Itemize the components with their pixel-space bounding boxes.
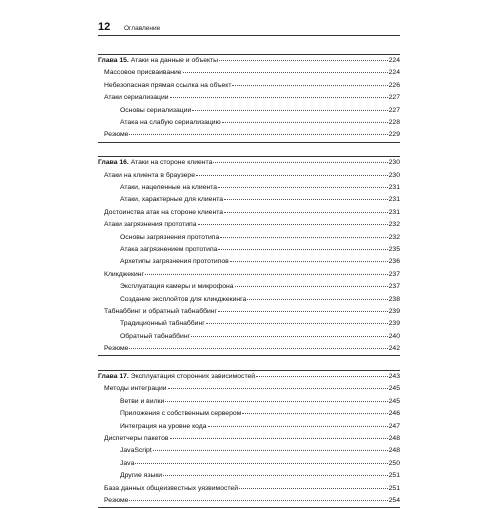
entry-title: Атаки загрязнения прототипа — [104, 221, 197, 229]
entry-title: Традиционный табнаббинг — [120, 320, 205, 328]
chapter-page-number: 230 — [388, 159, 400, 167]
dot-leader — [219, 59, 388, 61]
section-entry[interactable] — [98, 306, 400, 318]
entry-page-number: 254 — [388, 496, 400, 504]
entry-title: Основы сериализации — [120, 106, 192, 114]
subsection-entry[interactable] — [98, 294, 400, 306]
entry-title: Другие языки — [120, 472, 163, 480]
entry-page-number: 245 — [388, 385, 400, 393]
dot-leader — [224, 198, 388, 200]
subsection-entry[interactable] — [98, 396, 400, 408]
entry-title: Приложения с собственным сервером — [120, 410, 242, 418]
subsection-entry[interactable] — [98, 105, 400, 117]
entry-page-number: 246 — [388, 410, 400, 418]
chapter-title-text: Эксплуатация сторонних зависимостей — [130, 372, 256, 380]
dot-leader — [168, 387, 388, 389]
dot-leader — [170, 96, 388, 98]
entry-title: Ветви и вилки — [120, 397, 165, 405]
dot-leader — [135, 462, 387, 464]
entry-title: Диспетчеры пакетов — [104, 434, 169, 442]
entry-page-number: 229 — [388, 131, 400, 139]
entry-page-number: 236 — [388, 258, 400, 266]
dot-leader — [247, 298, 387, 300]
entry-title: Достоинства атак на стороне клиента — [104, 208, 224, 216]
entry-title: Кликджекинг — [104, 270, 144, 278]
entry-page-number: 230 — [388, 171, 400, 179]
dot-leader — [129, 133, 387, 135]
entry-page-number: 248 — [388, 434, 400, 442]
subsection-entry[interactable] — [98, 445, 400, 457]
chapter-heading[interactable] — [98, 370, 400, 383]
entry-page-number: 235 — [388, 245, 400, 253]
dot-leader — [183, 71, 388, 73]
subsection-entry[interactable] — [98, 256, 400, 268]
entry-title: Эксплуатация камеры и микрофона — [120, 283, 234, 291]
entry-title: База данных общеизвестных уязвимостей — [104, 484, 238, 492]
entry-page-number: 232 — [388, 221, 400, 229]
dot-leader — [218, 310, 388, 312]
dot-leader — [256, 375, 388, 377]
running-head — [98, 21, 400, 36]
dot-leader — [153, 449, 388, 451]
dot-leader — [220, 236, 387, 238]
section-entry[interactable] — [98, 383, 400, 395]
subsection-entry[interactable] — [98, 331, 400, 343]
dot-leader — [196, 174, 388, 176]
subsection-entry[interactable] — [98, 232, 400, 244]
dot-leader — [165, 400, 387, 402]
dot-leader — [145, 273, 388, 275]
dot-leader — [208, 425, 388, 427]
entry-page-number: 247 — [388, 422, 400, 430]
subsection-entry[interactable] — [98, 182, 400, 194]
section-entry[interactable] — [98, 495, 400, 508]
dot-leader — [192, 109, 387, 111]
dot-leader — [170, 437, 388, 439]
chapter-title-text: Атаки на данные и объекты — [130, 57, 219, 64]
subsection-entry[interactable] — [98, 281, 400, 293]
entry-page-number: 238 — [388, 295, 400, 303]
entry-page-number: 227 — [388, 106, 400, 114]
section-entry[interactable] — [98, 207, 400, 219]
chapter-title-text: Атаки на стороне клиента — [130, 159, 213, 167]
chapter-page-number: 243 — [388, 372, 400, 380]
subsection-entry[interactable] — [98, 318, 400, 330]
entry-page-number: 231 — [388, 196, 400, 204]
dot-leader — [242, 412, 387, 414]
entry-title: Резюме — [104, 131, 129, 139]
chapter-label: Глава 15. — [98, 57, 129, 64]
entry-title: Основы загрязнения прототипа — [120, 233, 220, 241]
section-entry[interactable] — [98, 269, 400, 281]
dot-leader — [235, 285, 388, 287]
dot-leader — [163, 474, 388, 476]
entry-title: Методы интеграции — [104, 385, 167, 393]
subsection-entry[interactable] — [98, 458, 400, 470]
running-head-title: Оглавление — [124, 25, 161, 32]
section-entry[interactable] — [98, 433, 400, 445]
entry-title: Создание эксплойтов для кликджекинга — [120, 295, 247, 303]
entry-page-number: 251 — [388, 472, 400, 480]
entry-title: Атака загрязнением прототипа — [120, 245, 218, 253]
entry-title: Обратный табнаббинг — [120, 332, 191, 340]
entry-page-number: 224 — [388, 69, 400, 77]
entry-page-number: 240 — [388, 332, 400, 340]
entry-title: Атаки сериализации — [104, 94, 169, 102]
entry-title: JavaScript — [120, 447, 152, 455]
entry-title: Java — [120, 459, 135, 467]
section-entry[interactable] — [98, 129, 400, 142]
entry-title: Атаки, характерные для клиента — [120, 196, 224, 204]
dot-leader — [222, 121, 388, 123]
chapter-block — [98, 370, 400, 508]
dot-leader — [213, 161, 387, 163]
entry-page-number: 250 — [388, 459, 400, 467]
section-entry[interactable] — [98, 80, 400, 92]
section-entry[interactable] — [98, 343, 400, 356]
table-of-contents — [98, 54, 400, 508]
entry-title: Резюме — [104, 345, 129, 353]
subsection-entry[interactable] — [98, 408, 400, 420]
section-entry[interactable] — [98, 92, 400, 104]
entry-page-number: 232 — [388, 233, 400, 241]
entry-page-number: 227 — [388, 94, 400, 102]
entry-title: Архетипы загрязнения прототипов — [120, 258, 229, 266]
entry-page-number: 226 — [388, 81, 400, 89]
dot-leader — [239, 487, 388, 489]
entry-page-number: 239 — [388, 307, 400, 315]
entry-page-number: 248 — [388, 447, 400, 455]
entry-title: Резюме — [104, 496, 129, 504]
entry-page-number: 231 — [388, 184, 400, 192]
entry-page-number: 239 — [388, 320, 400, 328]
entry-page-number: 245 — [388, 397, 400, 405]
chapter-title — [98, 157, 212, 169]
dot-leader — [230, 260, 388, 262]
subsection-entry[interactable] — [98, 117, 400, 129]
entry-title: Небезопасная прямая ссылка на объект — [104, 81, 232, 89]
dot-leader — [224, 211, 388, 213]
chapter-block — [98, 54, 400, 143]
entry-title: Табнаббинг и обратный табнаббинг — [104, 307, 218, 315]
section-entry[interactable] — [98, 219, 400, 231]
dot-leader — [198, 223, 388, 225]
section-entry[interactable] — [98, 67, 400, 79]
subsection-entry[interactable] — [98, 421, 400, 433]
section-entry[interactable] — [98, 483, 400, 495]
entry-title: Атаки, нацеленные на клиента — [120, 184, 218, 192]
chapter-label: Глава 17. — [98, 372, 129, 380]
section-entry[interactable] — [98, 170, 400, 182]
entry-page-number: 237 — [388, 283, 400, 291]
chapter-title — [98, 371, 255, 383]
chapter-label: Глава 16. — [98, 159, 129, 167]
dot-leader — [129, 347, 387, 349]
entry-title: Атака на слабую сериализацию — [120, 118, 221, 126]
page-number: 12 — [98, 21, 111, 33]
entry-title: Атаки на клиента в браузере — [104, 171, 195, 179]
entry-page-number: 228 — [388, 118, 400, 126]
entry-title: Интеграция на уровне кода — [120, 422, 207, 430]
entry-page-number: 237 — [388, 270, 400, 278]
entry-page-number: 231 — [388, 208, 400, 216]
dot-leader — [191, 335, 388, 337]
entry-page-number: 251 — [388, 484, 400, 492]
subsection-entry[interactable] — [98, 470, 400, 482]
entry-title: Массовое присваивание — [104, 69, 182, 77]
chapter-page-number: 224 — [388, 57, 400, 64]
subsection-entry[interactable] — [98, 194, 400, 206]
dot-leader — [218, 186, 388, 188]
chapter-title — [98, 55, 218, 67]
dot-leader — [206, 322, 388, 324]
dot-leader — [232, 84, 387, 86]
chapter-heading[interactable] — [98, 54, 400, 67]
entry-page-number: 242 — [388, 345, 400, 353]
chapter-heading[interactable] — [98, 156, 400, 169]
chapter-block — [98, 156, 400, 356]
dot-leader — [218, 248, 387, 250]
subsection-entry[interactable] — [98, 244, 400, 256]
